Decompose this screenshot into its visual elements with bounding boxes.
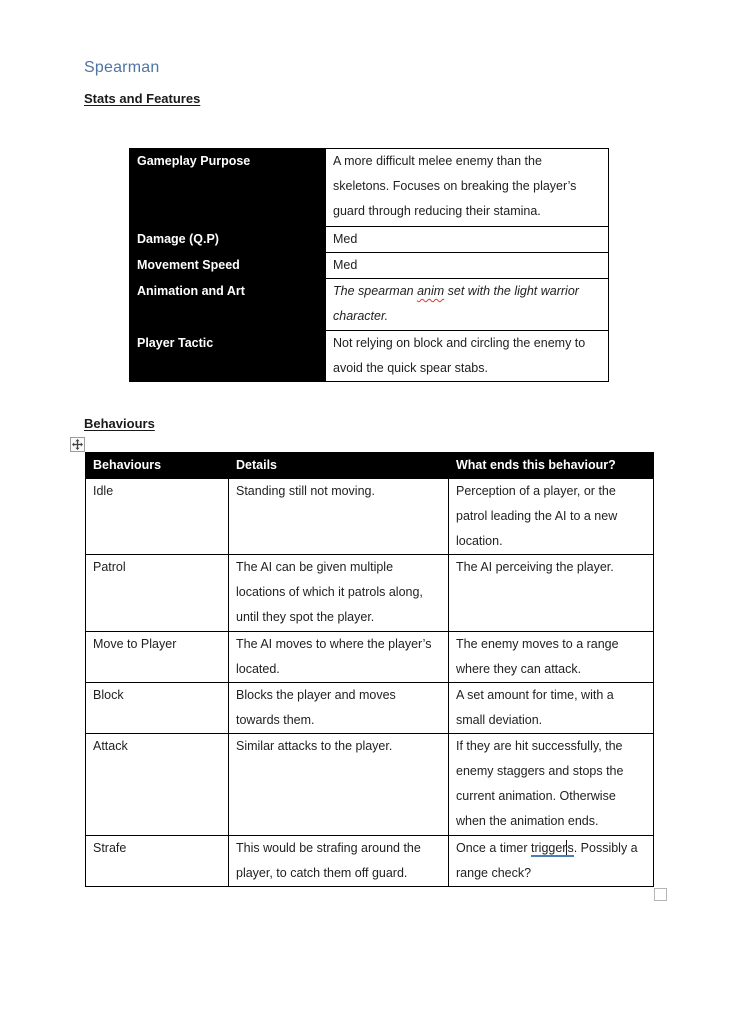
cell-details[interactable]: This would be strafing around the player, to catch them off guard. [229,836,449,887]
behaviour-row-block [86,683,654,734]
header-what-ends[interactable]: What ends this behaviour? [449,453,654,479]
behaviour-row-idle [86,479,654,555]
stats-value-gameplay-purpose[interactable]: A more difficult melee enemy than the skeletons. Focuses on breaking the player’s guard through reducing their stamina. [326,149,609,227]
cell-behaviour[interactable]: Strafe [86,836,229,887]
table-move-handle-icon[interactable] [70,437,85,452]
cell-details[interactable]: The AI can be given multiple locations of which it patrols along, until they spot the player. [229,555,449,632]
cell-behaviour[interactable]: Attack [86,734,229,836]
cell-behaviour[interactable]: Idle [86,479,229,555]
stats-row [130,227,609,253]
stats-value-animation-art[interactable] [326,279,609,331]
behaviour-row-patrol [86,555,654,632]
stats-heading[interactable]: Stats and Features [84,91,201,106]
stats-label-animation-art[interactable]: Animation and Art [130,279,326,331]
document-title[interactable]: Spearman [84,59,160,76]
text-fragment: The spearman [333,284,418,298]
text-fragment: trigger [531,841,567,855]
cell-ends[interactable] [449,836,654,887]
cell-behaviour[interactable]: Block [86,683,229,734]
cell-ends[interactable]: If they are hit successfully, the enemy staggers and stops the current animation. Otherwise when the animation ends. [449,734,654,836]
cell-ends[interactable]: The enemy moves to a range where they can attack. [449,632,654,683]
stats-row [130,149,609,227]
behaviour-row-strafe [86,836,654,887]
stats-value-player-tactic[interactable]: Not relying on block and circling the enemy to avoid the quick spear stabs. [326,331,609,382]
stats-value-damage[interactable]: Med [326,227,609,253]
behaviours-table [85,452,654,887]
cell-details[interactable]: Blocks the player and moves towards them. [229,683,449,734]
stats-table [129,148,609,382]
cell-details[interactable]: Similar attacks to the player. [229,734,449,836]
text-fragment: set with the light warrior character. [333,284,579,323]
behaviour-row-attack [86,734,654,836]
cell-behaviour[interactable]: Patrol [86,555,229,632]
cell-details[interactable]: The AI moves to where the player’s located. [229,632,449,683]
text-fragment: Once a timer [456,841,532,855]
stats-row [130,253,609,279]
text-fragment: . Possibly a range check? [456,841,638,880]
header-behaviours[interactable]: Behaviours [86,453,229,479]
behaviours-heading[interactable]: Behaviours [84,416,155,431]
stats-row [130,331,609,382]
table-resize-handle-icon[interactable] [654,888,667,901]
stats-label-movement-speed[interactable]: Movement Speed [130,253,326,279]
cell-behaviour[interactable]: Move to Player [86,632,229,683]
stats-label-damage[interactable]: Damage (Q.P) [130,227,326,253]
header-details[interactable]: Details [229,453,449,479]
stats-row [130,279,609,331]
misspelled-word: anim [417,284,445,298]
cell-ends[interactable]: A set amount for time, with a small deviation. [449,683,654,734]
stats-label-gameplay-purpose[interactable]: Gameplay Purpose [130,149,326,227]
stats-label-player-tactic[interactable]: Player Tactic [130,331,326,382]
text-fragment: s [567,841,574,855]
behaviour-row-move-to-player [86,632,654,683]
cell-details[interactable]: Standing still not moving. [229,479,449,555]
cell-ends[interactable]: The AI perceiving the player. [449,555,654,632]
move-cross-icon [72,439,83,450]
grammar-flagged-word [531,841,574,857]
stats-value-movement-speed[interactable]: Med [326,253,609,279]
cell-ends[interactable]: Perception of a player, or the patrol leading the AI to a new location. [449,479,654,555]
behaviours-header-row [86,453,654,479]
